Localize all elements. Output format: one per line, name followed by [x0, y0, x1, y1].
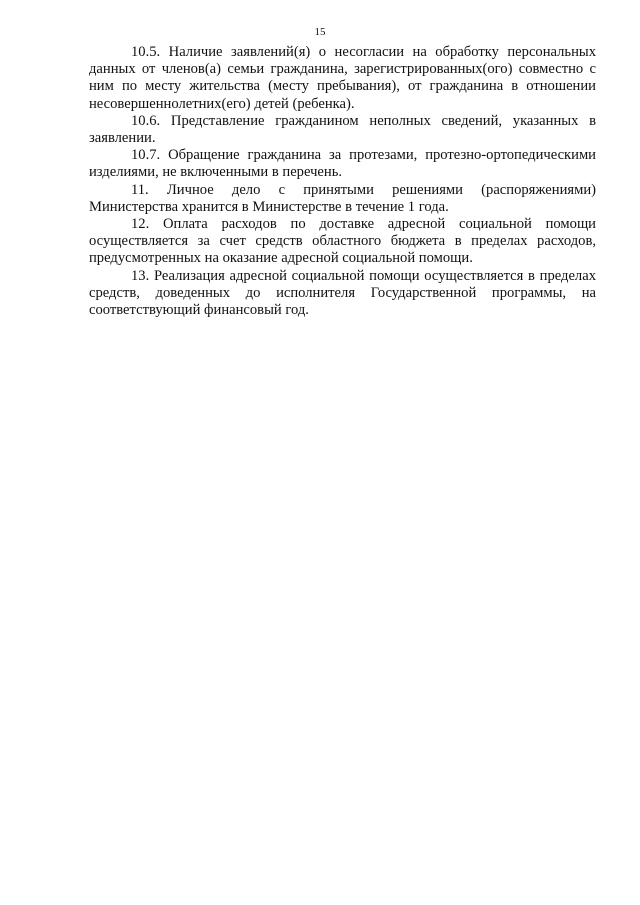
- paragraph-10-7: 10.7. Обращение гражданина за протезами, протезно-ортопедическими изделиями, не включенными в перечень.: [89, 147, 596, 181]
- document-body: [89, 44, 596, 319]
- paragraph-13: 13. Реализация адресной социальной помощи осуществляется в пределах средств, доведенных до исполнителя Государственной программы, на соответствующий финансовый год.: [89, 267, 596, 319]
- paragraph-11: 11. Личное дело с принятыми решениями (распоряжениями) Министерства хранится в Министерстве в течение 1 года.: [89, 181, 596, 215]
- paragraph-12: 12. Оплата расходов по доставке адресной социальной помощи осуществляется за счет средств областного бюджета в пределах расходов, предусмотренных на оказание адресной социальной помощи.: [89, 216, 596, 267]
- paragraph-10-6: 10.6. Представление гражданином неполных сведений, указанных в заявлении.: [89, 112, 596, 147]
- page-number: 15: [314, 26, 326, 38]
- paragraph-10-5: 10.5. Наличие заявлений(я) о несогласии на обработку персональных данных от членов(а) семьи гражданина, зарегистрированных(ого) совместно с ним по месту жительства (месту пребывания), от гражданина в отношении несовершеннолетних(его) детей (ребенка).: [89, 44, 596, 112]
